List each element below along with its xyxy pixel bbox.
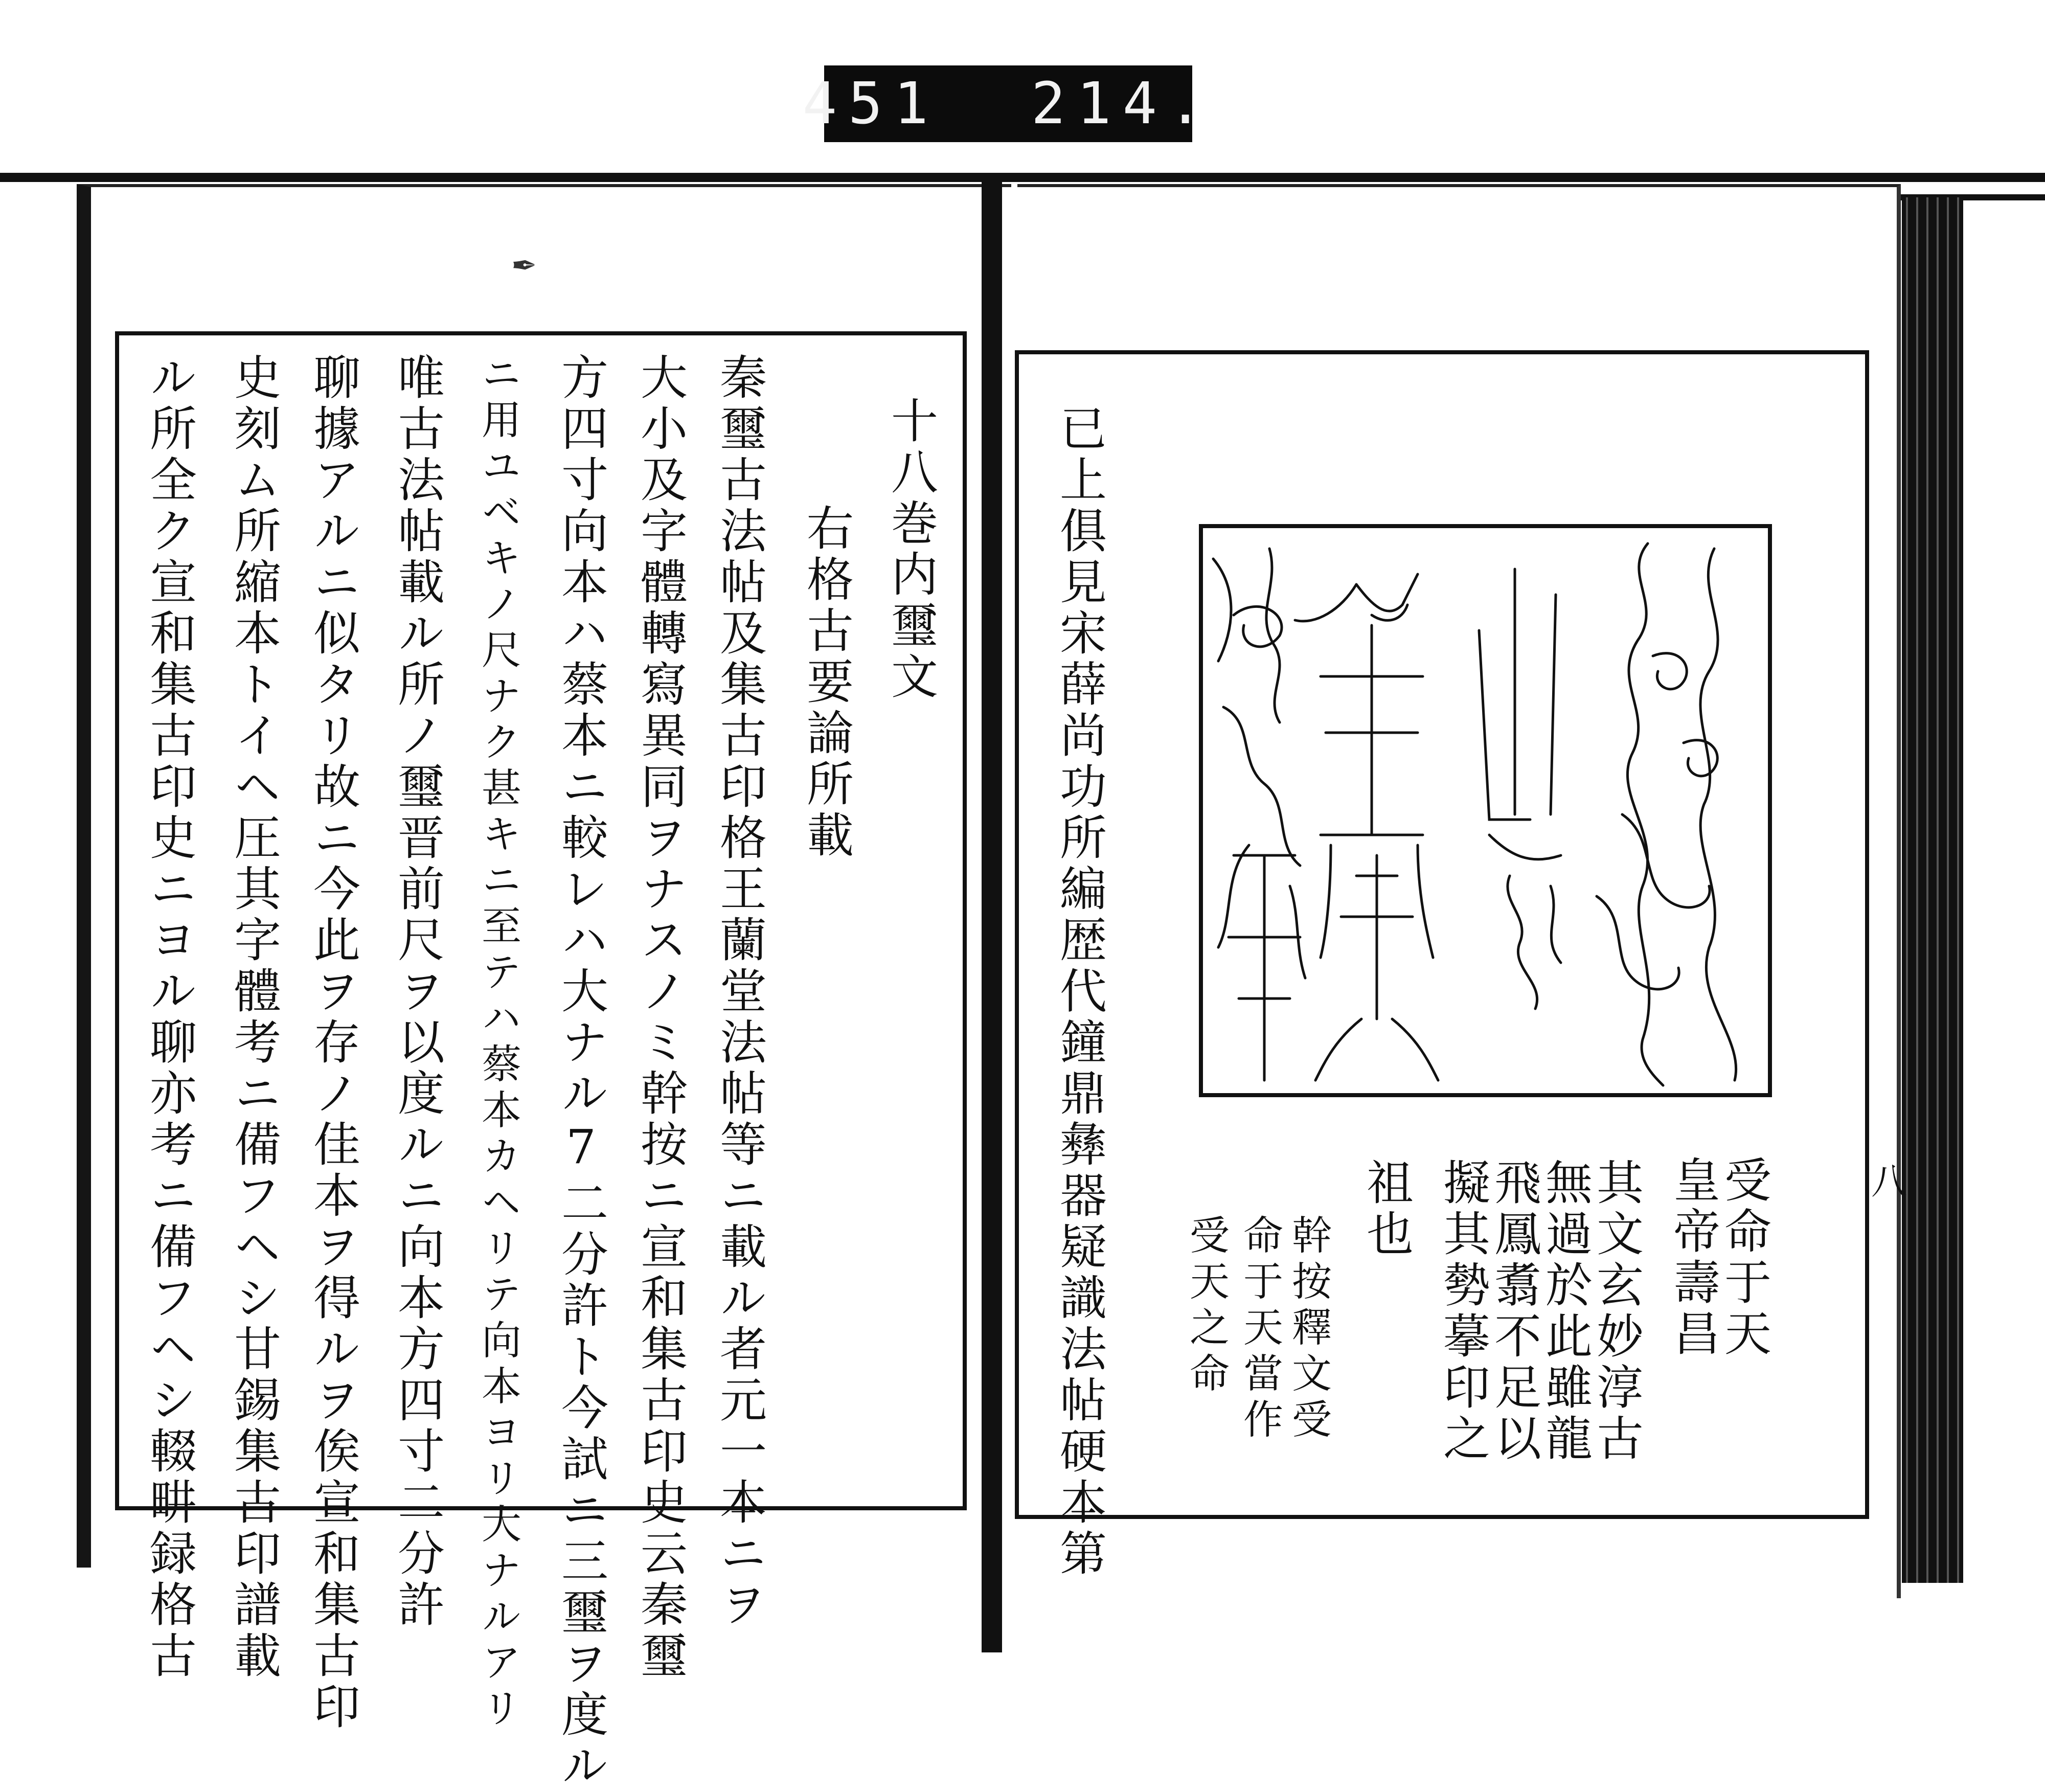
page-edges — [1902, 197, 1963, 1583]
left-column-text: 方四寸向本ハ蔡本ニ較レハ大ナル7二分許ト今試ニ三璽ヲ度ル — [554, 353, 608, 1792]
seal-glyphs-icon — [1203, 528, 1768, 1093]
right-inscription-column: 無過於此雖龍 — [1538, 1158, 1593, 1465]
right-annotation-column: 受天之命 — [1183, 1214, 1229, 1398]
left-column-text: 唯古法帖載ル所ノ璽晋前尺ヲ以度ルニ向本方四寸二分許 — [390, 353, 445, 1631]
right-inscription-column: 擬其勢摹印之 — [1436, 1158, 1490, 1465]
page-number: 八 — [1871, 1161, 1907, 1203]
right-inscription-column: 飛鳳翥不足以 — [1487, 1158, 1541, 1465]
seal-impression-image — [1199, 524, 1772, 1097]
left-column-text: ル所全ク宣和集古印史ニヨル聊亦考ニ備フヘシ輟畊録格古 — [142, 353, 197, 1682]
top-rule — [0, 173, 2045, 182]
catalog-number-tag: 451 214. — [824, 65, 1192, 142]
left-column-text: 秦璽古法帖及集古印格王蘭堂法帖等ニ載ル者元一本ニヲ — [712, 353, 767, 1631]
left-column-title: 十八巻内璽文 — [883, 396, 938, 703]
book-spine — [982, 174, 1002, 1652]
left-column-text: 史刻ム所縮本トイヘ圧其字體考ニ備フヘシ甘錫集古印譜載 — [226, 353, 281, 1682]
left-column-text: 大小及字體轉寫異同ヲナスノミ幹按ニ宣和集古印史云秦璽 — [633, 353, 688, 1682]
right-header-column: 已上俱見宋薛尚功所編歴代鐘鼎彝器疑識法帖硬本第 — [1052, 404, 1107, 1580]
right-annotation-column: 命于天當作 — [1237, 1214, 1283, 1444]
left-column-text: ニ用ユベキノ尺ナク甚キニ至テハ蔡本カヘリテ向本ヨリ大ナルアリ — [475, 353, 521, 1733]
right-inscription-column: 其文玄妙淳古 — [1589, 1158, 1644, 1465]
right-annotation-column: 幹按釋文受 — [1285, 1214, 1331, 1444]
right-inscription-column: 受命于天 — [1717, 1155, 1771, 1360]
right-inscription-column: 皇帝壽昌 — [1666, 1155, 1720, 1360]
right-inscription-column: 祖也 — [1359, 1158, 1414, 1260]
left-column-text: 聊據アルニ似タリ故ニ今此ヲ存ノ佳本ヲ得ルヲ俟宣和集古印 — [306, 353, 360, 1733]
ink-smudge-icon: ✒ — [511, 248, 537, 284]
left-column-source: 右格古要論所載 — [799, 504, 854, 861]
